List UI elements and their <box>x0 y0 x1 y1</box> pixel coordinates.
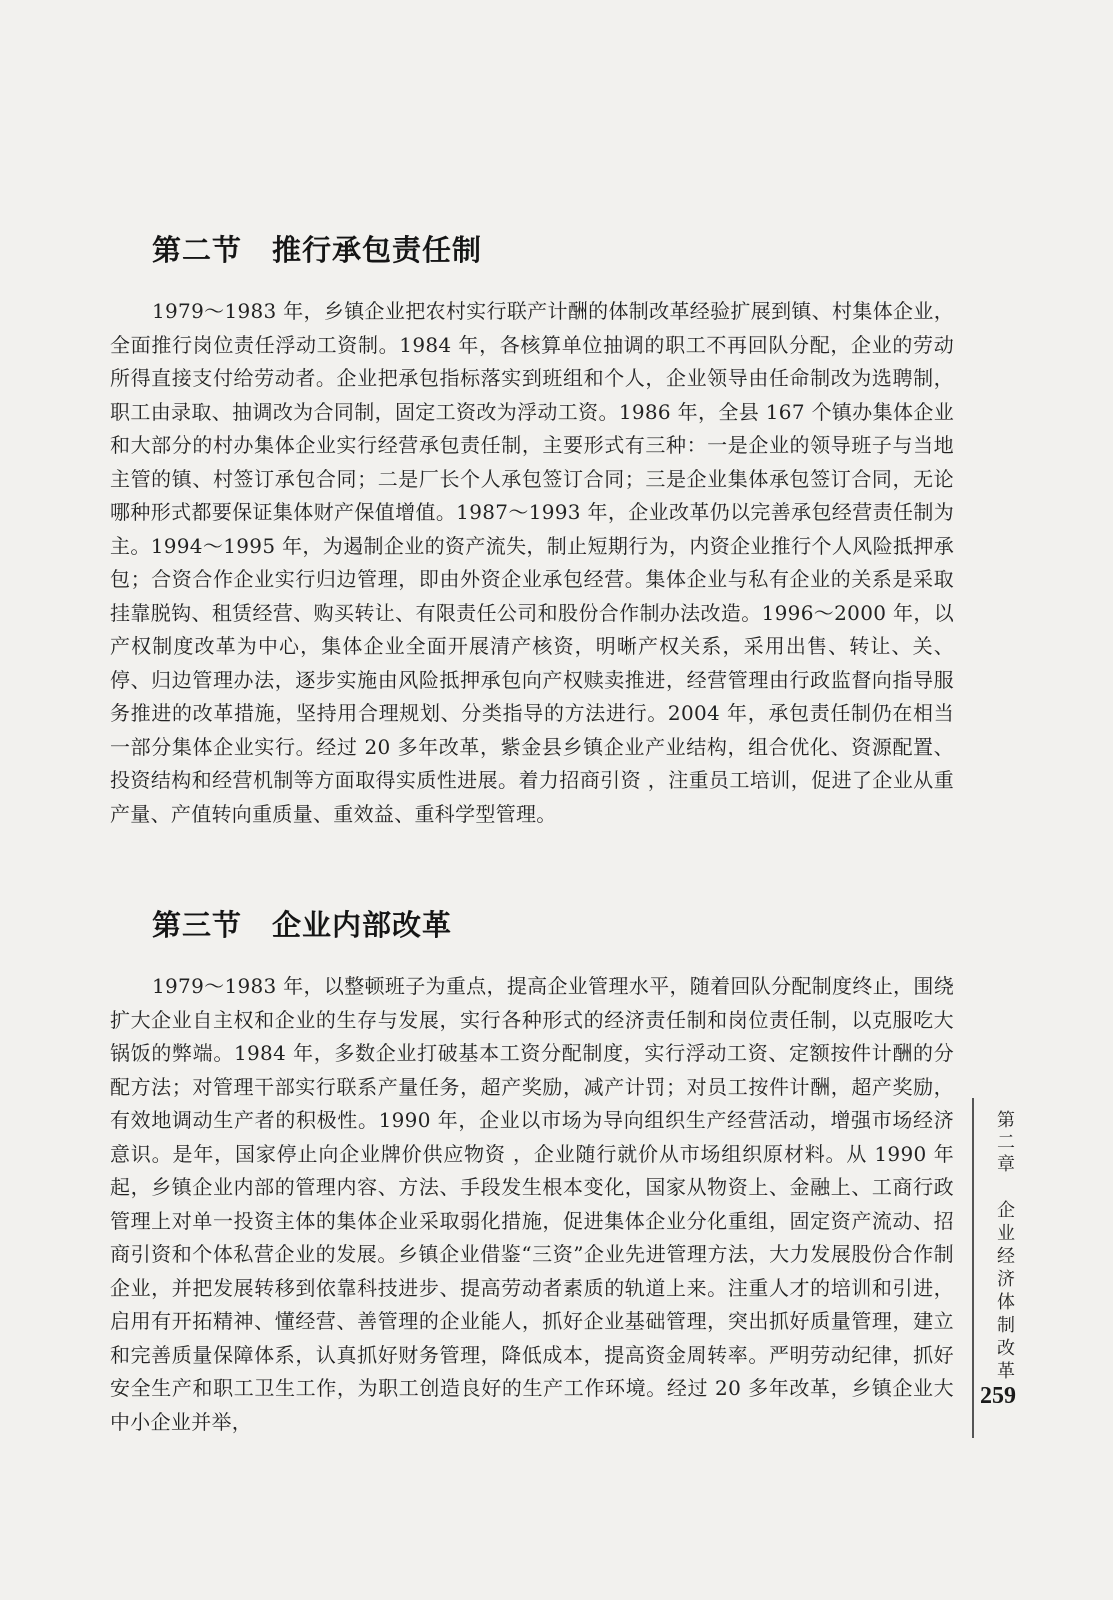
section-number: 第三节 <box>152 908 243 942</box>
page-number: 259 <box>980 1383 1016 1409</box>
section-title: 推行承包责任制 <box>272 233 483 267</box>
margin-divider <box>972 1098 974 1438</box>
section-paragraph: 1979～1983 年，以整顿班子为重点，提高企业管理水平，随着回队分配制度终止，围绕扩大企业自主权和企业的生存与发展，实行各种形式的经济责任制和岗位责任制，以克服吃大锅饭的弊端。1984 年，多数企业打破基本工资分配制度，实行浮动工资、定额按件计酬的分配方法；对管理干部实行联系产量任务，超产奖励，减产计罚；对员工按件计酬，超产奖励，有效地调动生产者的积极性。1990 年，企业以市场为导向组织生产经营活动，增强市场经济意识。是年，国家停止向企业牌价供应物资 ，企业随行就价从市场组织原材料。从 1990 年起，乡镇企业内部的管理内容、方法、手段发生根本变化，国家从物资上、金融上、工商行政管理上对单一投资主体的集体企业采取弱化措施，促进集体企业分化重组，固定资产流动、招商引资和个体私营企业的发展。乡镇企业借鉴“三资”企业先进管理方法，大力发展股份合作制企业，并把发展转移到依靠科技进步、提高劳动者素质的轨道上来。注重人才的培训和引进，启用有开拓精神、懂经营、善管理的企业能人，抓好企业基础管理，突出抓好质量管理，建立和完善质量保障体系，认真抓好财务管理，降低成本，提高资金周转率。严明劳动纪律，抓好安全生产和职工卫生工作，为职工创造良好的生产工作环境。经过 20 多年改革，乡镇企业大中小企业并举， <box>110 974 954 1434</box>
section-heading-3 <box>152 903 452 944</box>
section-heading-2 <box>152 228 482 269</box>
section-paragraph: 1979～1983 年，乡镇企业把农村实行联产计酬的体制改革经验扩展到镇、村集体企业，全面推行岗位责任浮动工资制。1984 年，各核算单位抽调的职工不再回队分配，企业的劳动所得直接支付给劳动者。企业把承包指标落实到班组和个人，企业领导由任命制改为选聘制，职工由录取、抽调改为合同制，固定工资改为浮动工资。1986 年，全县 167 个镇办集体企业和大部分的村办集体企业实行经营承包责任制，主要形式有三种：一是企业的领导班子与当地主管的镇、村签订承包合同；二是厂长个人承包签订合同；三是企业集体承包签订合同，无论哪种形式都要保证集体财产保值增值。1987～1993 年，企业改革仍以完善承包经营责任制为主。1994～1995 年，为遏制企业的资产流失，制止短期行为，内资企业推行个人风险抵押承包；合资合作企业实行归边管理，即由外资企业承包经营。集体企业与私有企业的关系是采取挂靠脱钩、租赁经营、购买转让、有限责任公司和股份合作制办法改造。1996～2000 年，以产权制度改革为中心，集体企业全面开展清产核资，明晰产权关系，采用出售、转让、关、停、归边管理办法，逐步实施由风险抵押承包向产权赎卖推进，经营管理由行政监督向指导服务推进的改革措施，坚持用合理规划、分类指导的方法进行。2004 年，承包责任制仍在相当一部分集体企业实行。经过 20 多年改革，紫金县乡镇企业产业结构，组合优化、资源配置、投资结构和经营机制等方面取得实质性进展。着力招商引资 ，注重员工培训，促进了企业从重产量、产值转向重质量、重效益、重科学型管理。 <box>110 299 954 826</box>
margin-chapter-title: 企业经济体制改革 <box>994 1200 1015 1384</box>
margin-chapter-label: 第二章 <box>994 1110 1015 1176</box>
section-title: 企业内部改革 <box>272 908 453 942</box>
section-number: 第二节 <box>152 233 243 267</box>
